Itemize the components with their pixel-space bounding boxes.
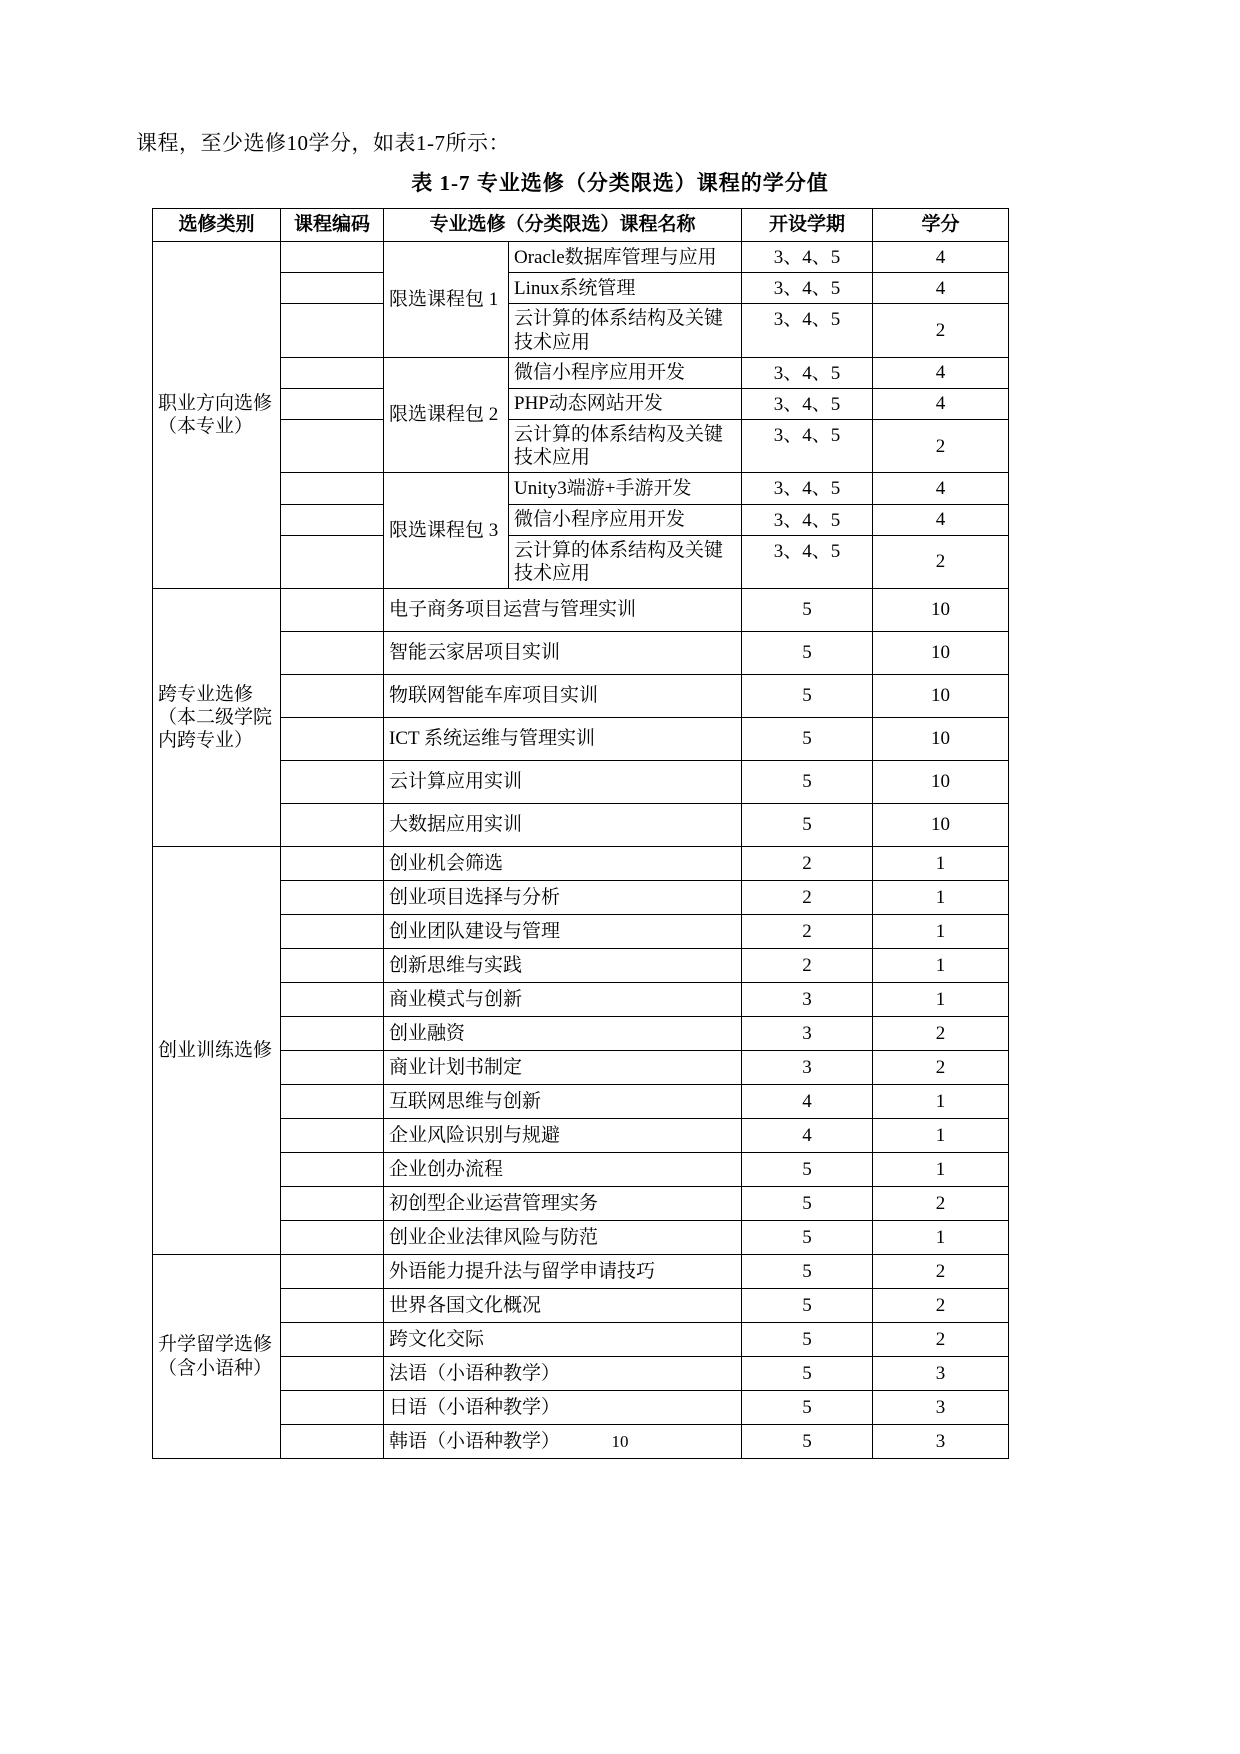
semester-cell: 5: [742, 761, 873, 804]
semester-cell: 5: [742, 804, 873, 847]
intro-text: 课程，至少选修10学分，如表1-7所示：: [136, 131, 510, 155]
semester-cell: 5: [742, 1153, 873, 1187]
package-cell: 限选课程包 1: [384, 242, 509, 358]
course-cell: 跨文化交际: [384, 1323, 742, 1357]
semester-cell: 5: [742, 589, 873, 632]
semester-cell: 5: [742, 1425, 873, 1459]
code-cell: [281, 1051, 384, 1085]
credits-cell: 1: [873, 1119, 1009, 1153]
table-row: [153, 881, 1009, 915]
semester-cell: 4: [742, 1119, 873, 1153]
semester-cell: 5: [742, 1221, 873, 1255]
course-cell: Linux系统管理: [509, 273, 742, 304]
table-row: [153, 1255, 1009, 1289]
table-row: [153, 1187, 1009, 1221]
course-cell: 智能云家居项目实训: [384, 632, 742, 675]
table-row: [153, 847, 1009, 881]
table-row: [153, 242, 1009, 273]
credits-cell: 1: [873, 847, 1009, 881]
code-cell: [281, 388, 384, 419]
table-row: [153, 915, 1009, 949]
code-cell: [281, 1289, 384, 1323]
table-row: [153, 388, 1009, 419]
course-cell: 物联网智能车库项目实训: [384, 675, 742, 718]
semester-cell: 3、4、5: [742, 473, 873, 504]
course-cell: 微信小程序应用开发: [509, 504, 742, 535]
category-cell: 职业方向选修（本专业）: [153, 242, 281, 589]
credits-cell: 2: [873, 1051, 1009, 1085]
header-credits: 学分: [873, 209, 1009, 242]
semester-cell: 3、4、5: [742, 304, 873, 357]
semester-cell: 3、4、5: [742, 420, 873, 473]
semester-cell: 5: [742, 675, 873, 718]
course-cell: 创新思维与实践: [384, 949, 742, 983]
credits-cell: 10: [873, 718, 1009, 761]
course-cell: 商业模式与创新: [384, 983, 742, 1017]
table-row: [153, 589, 1009, 632]
table-row: [153, 675, 1009, 718]
course-cell: 外语能力提升法与留学申请技巧: [384, 1255, 742, 1289]
table-row: [153, 504, 1009, 535]
table-row: [153, 535, 1009, 588]
code-cell: [281, 504, 384, 535]
semester-cell: 2: [742, 949, 873, 983]
course-cell: 世界各国文化概况: [384, 1289, 742, 1323]
course-cell: 创业团队建设与管理: [384, 915, 742, 949]
table-row: [153, 273, 1009, 304]
code-cell: [281, 1119, 384, 1153]
code-cell: [281, 1187, 384, 1221]
semester-cell: 5: [742, 1289, 873, 1323]
code-cell: [281, 589, 384, 632]
semester-cell: 3、4、5: [742, 535, 873, 588]
table-row: [153, 804, 1009, 847]
credits-cell: 1: [873, 1153, 1009, 1187]
code-cell: [281, 473, 384, 504]
credits-cell: 2: [873, 535, 1009, 588]
code-cell: [281, 915, 384, 949]
table-row: [153, 761, 1009, 804]
code-cell: [281, 304, 384, 357]
header-semester: 开设学期: [742, 209, 873, 242]
header-course-code: 课程编码: [281, 209, 384, 242]
code-cell: [281, 1085, 384, 1119]
table-row: [153, 632, 1009, 675]
credits-cell: 1: [873, 915, 1009, 949]
code-cell: [281, 1153, 384, 1187]
semester-cell: 5: [742, 1323, 873, 1357]
code-cell: [281, 983, 384, 1017]
credits-cell: 4: [873, 242, 1009, 273]
course-cell: 云计算应用实训: [384, 761, 742, 804]
credits-cell: 2: [873, 304, 1009, 357]
credits-cell: 2: [873, 1187, 1009, 1221]
table-row: [153, 420, 1009, 473]
table-title: 表 1-7 专业选修（分类限选）课程的学分值: [411, 171, 829, 195]
table-row: [153, 473, 1009, 504]
credits-cell: 3: [873, 1391, 1009, 1425]
code-cell: [281, 1017, 384, 1051]
course-cell: 创业企业法律风险与防范: [384, 1221, 742, 1255]
code-cell: [281, 273, 384, 304]
code-cell: [281, 1255, 384, 1289]
credits-cell: 2: [873, 1323, 1009, 1357]
code-cell: [281, 632, 384, 675]
table-row: [153, 357, 1009, 388]
header-course-name: 专业选修（分类限选）课程名称: [384, 209, 742, 242]
course-cell: 云计算的体系结构及关键技术应用: [509, 535, 742, 588]
semester-cell: 5: [742, 1187, 873, 1221]
table-row: [153, 718, 1009, 761]
course-cell: 云计算的体系结构及关键技术应用: [509, 420, 742, 473]
credits-cell: 10: [873, 761, 1009, 804]
table-row: [153, 1119, 1009, 1153]
credits-cell: 2: [873, 420, 1009, 473]
semester-cell: 3: [742, 1051, 873, 1085]
credits-cell: 1: [873, 949, 1009, 983]
credits-cell: 3: [873, 1425, 1009, 1459]
code-cell: [281, 1323, 384, 1357]
elective-course-table: [152, 208, 1009, 1459]
package-cell: 限选课程包 3: [384, 473, 509, 589]
category-cell: 创业训练选修: [153, 847, 281, 1255]
code-cell: [281, 761, 384, 804]
code-cell: [281, 847, 384, 881]
semester-cell: 3、4、5: [742, 273, 873, 304]
table-row: [153, 949, 1009, 983]
table-row: [153, 304, 1009, 357]
course-cell: 企业风险识别与规避: [384, 1119, 742, 1153]
course-cell: 创业项目选择与分析: [384, 881, 742, 915]
table-row: [153, 1323, 1009, 1357]
package-cell: 限选课程包 2: [384, 357, 509, 473]
category-cell: 升学留学选修（含小语种）: [153, 1255, 281, 1459]
table-row: [153, 1017, 1009, 1051]
table-row: [153, 1221, 1009, 1255]
table-header-row: [153, 209, 1009, 242]
code-cell: [281, 718, 384, 761]
credits-cell: 10: [873, 804, 1009, 847]
course-cell: 微信小程序应用开发: [509, 357, 742, 388]
credits-cell: 4: [873, 473, 1009, 504]
code-cell: [281, 1391, 384, 1425]
semester-cell: 5: [742, 632, 873, 675]
semester-cell: 3、4、5: [742, 242, 873, 273]
table-row: [153, 1357, 1009, 1391]
course-cell: 互联网思维与创新: [384, 1085, 742, 1119]
table-row: [153, 983, 1009, 1017]
credits-cell: 10: [873, 675, 1009, 718]
credits-cell: 4: [873, 504, 1009, 535]
credits-cell: 2: [873, 1289, 1009, 1323]
course-cell: 大数据应用实训: [384, 804, 742, 847]
course-cell: 企业创办流程: [384, 1153, 742, 1187]
course-cell: 韩语（小语种教学）: [384, 1425, 742, 1459]
code-cell: [281, 675, 384, 718]
credits-cell: 4: [873, 357, 1009, 388]
course-cell: 法语（小语种教学）: [384, 1357, 742, 1391]
credits-cell: 4: [873, 273, 1009, 304]
category-cell: 跨专业选修（本二级学院内跨专业）: [153, 589, 281, 847]
semester-cell: 2: [742, 881, 873, 915]
credits-cell: 4: [873, 388, 1009, 419]
course-cell: Oracle数据库管理与应用: [509, 242, 742, 273]
table-row: [153, 1289, 1009, 1323]
table-row: [153, 1085, 1009, 1119]
semester-cell: 3: [742, 983, 873, 1017]
header-category: 选修类别: [153, 209, 281, 242]
semester-cell: 3、4、5: [742, 504, 873, 535]
credits-cell: 1: [873, 983, 1009, 1017]
course-cell: 电子商务项目运营与管理实训: [384, 589, 742, 632]
semester-cell: 5: [742, 1357, 873, 1391]
credits-cell: 2: [873, 1017, 1009, 1051]
credits-cell: 3: [873, 1357, 1009, 1391]
course-cell: 创业融资: [384, 1017, 742, 1051]
code-cell: [281, 420, 384, 473]
credits-cell: 2: [873, 1255, 1009, 1289]
credits-cell: 10: [873, 632, 1009, 675]
semester-cell: 4: [742, 1085, 873, 1119]
code-cell: [281, 357, 384, 388]
course-cell: 创业机会筛选: [384, 847, 742, 881]
course-cell: 日语（小语种教学）: [384, 1391, 742, 1425]
credits-cell: 10: [873, 589, 1009, 632]
code-cell: [281, 804, 384, 847]
semester-cell: 5: [742, 718, 873, 761]
code-cell: [281, 535, 384, 588]
table-row: [153, 1391, 1009, 1425]
credits-cell: 1: [873, 1221, 1009, 1255]
course-cell: ICT 系统运维与管理实训: [384, 718, 742, 761]
code-cell: [281, 1357, 384, 1391]
page-number: 10: [611, 1432, 629, 1451]
course-cell: 初创型企业运营管理实务: [384, 1187, 742, 1221]
semester-cell: 5: [742, 1255, 873, 1289]
code-cell: [281, 242, 384, 273]
credits-cell: 1: [873, 1085, 1009, 1119]
course-cell: PHP动态网站开发: [509, 388, 742, 419]
semester-cell: 5: [742, 1391, 873, 1425]
course-cell: 云计算的体系结构及关键技术应用: [509, 304, 742, 357]
credits-cell: 1: [873, 881, 1009, 915]
table-row: [153, 1051, 1009, 1085]
semester-cell: 3: [742, 1017, 873, 1051]
semester-cell: 2: [742, 847, 873, 881]
semester-cell: 3、4、5: [742, 357, 873, 388]
code-cell: [281, 881, 384, 915]
table-row: [153, 1153, 1009, 1187]
course-cell: Unity3端游+手游开发: [509, 473, 742, 504]
course-cell: 商业计划书制定: [384, 1051, 742, 1085]
code-cell: [281, 1221, 384, 1255]
semester-cell: 2: [742, 915, 873, 949]
code-cell: [281, 949, 384, 983]
semester-cell: 3、4、5: [742, 388, 873, 419]
